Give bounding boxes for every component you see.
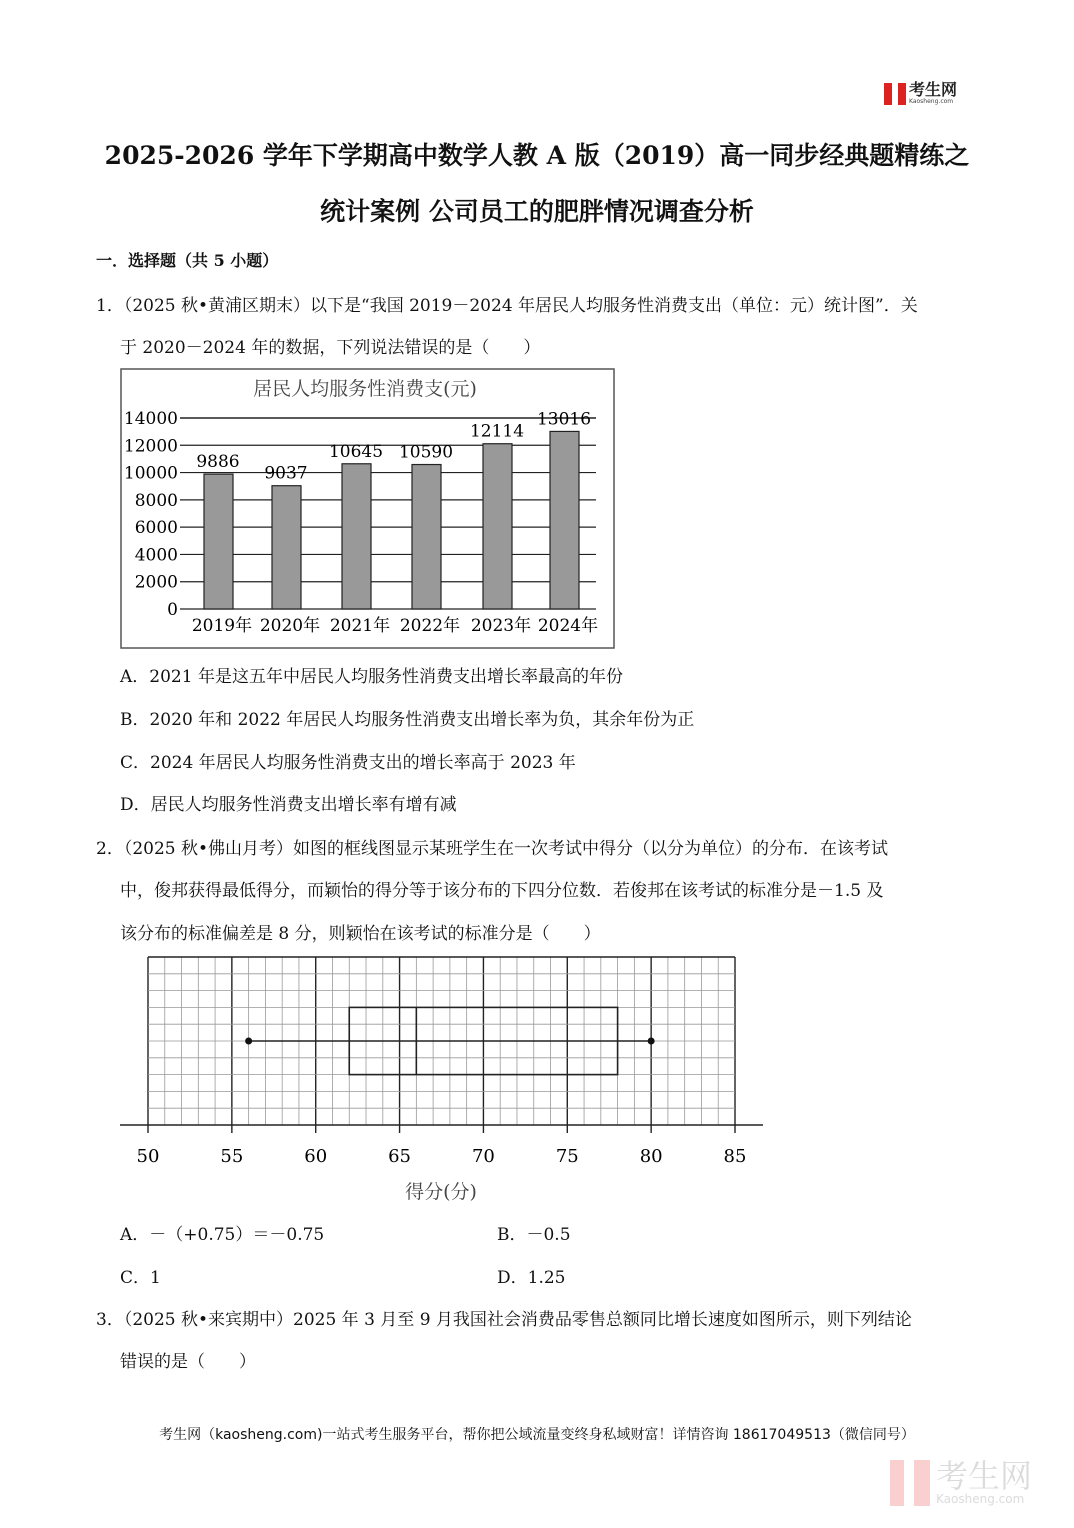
x-tick-label: 75 bbox=[555, 1146, 579, 1167]
watermark-text: 考生网 bbox=[936, 1457, 1033, 1495]
q1-option-a: A．2021 年是这五年中居民人均服务性消费支出增长率最高的年份 bbox=[120, 667, 623, 687]
bar bbox=[204, 474, 233, 609]
kaosheng-logo bbox=[884, 82, 957, 105]
title-line-2: 统计案例 公司员工的肥胖情况调查分析 bbox=[320, 197, 754, 226]
logo-text: 考生网 bbox=[909, 80, 958, 99]
x-tick-label: 2021年 bbox=[329, 616, 391, 636]
x-tick-label: 2019年 bbox=[191, 616, 253, 636]
x-tick-label: 2023年 bbox=[470, 616, 532, 636]
y-tick-label: 0 bbox=[167, 600, 178, 620]
x-tick-label: 70 bbox=[471, 1146, 495, 1167]
q2-option-d: D．1.25 bbox=[497, 1268, 566, 1288]
data-label: 10645 bbox=[328, 441, 384, 462]
q1-option-c: C．2024 年居民人均服务性消费支出的增长率高于 2023 年 bbox=[120, 753, 576, 773]
x-axis-label: 得分(分) bbox=[405, 1181, 477, 1203]
y-tick-label: 8000 bbox=[134, 490, 178, 511]
data-label: 13016 bbox=[536, 409, 592, 430]
section-heading: 一．选择题（共 5 小题） bbox=[96, 251, 279, 270]
q3-text-1: 3．（2025 秋•来宾期中）2025 年 3 月至 9 月我国社会消费品零售总额同比增长速度如图所示，则下列结论 bbox=[96, 1310, 912, 1330]
x-tick-label: 80 bbox=[639, 1146, 663, 1167]
data-label: 9037 bbox=[264, 463, 308, 484]
x-tick-label: 65 bbox=[388, 1146, 412, 1167]
bar bbox=[550, 431, 579, 609]
x-tick-label: 50 bbox=[136, 1146, 160, 1167]
q2-option-c: C．1 bbox=[120, 1268, 161, 1288]
q2-option-a: A．－（+0.75）＝－0.75 bbox=[120, 1225, 325, 1245]
y-tick-label: 4000 bbox=[134, 545, 178, 566]
watermark-sub: Kaosheng.com bbox=[936, 1492, 1025, 1506]
bar bbox=[342, 464, 371, 609]
q3-text-2: 错误的是（ ） bbox=[120, 1352, 256, 1372]
watermark-icon bbox=[890, 1460, 930, 1506]
kaosheng-watermark bbox=[890, 1457, 1033, 1506]
max-point bbox=[648, 1038, 655, 1045]
q2-text-3: 该分布的标准偏差是 8 分，则颖怡在该考试的标准分是（ ） bbox=[120, 924, 601, 944]
y-tick-label: 12000 bbox=[123, 436, 178, 457]
x-tick-label: 85 bbox=[723, 1146, 747, 1167]
q1-text-1: 1．（2025 秋•黄浦区期末）以下是“我国 2019－2024 年居民人均服务性消费支出（单位：元）统计图”．关 bbox=[96, 296, 918, 316]
q2-text-2: 中，俊邦获得最低得分，而颖怡的得分等于该分布的下四分位数．若俊邦在该考试的标准分是－1.5 及 bbox=[120, 881, 884, 901]
bar bbox=[412, 465, 441, 609]
q1-option-d: D．居民人均服务性消费支出增长率有增有减 bbox=[120, 795, 457, 815]
box-plot bbox=[118, 950, 768, 1210]
y-tick-label: 10000 bbox=[123, 463, 178, 484]
q1-text-2: 于 2020－2024 年的数据，下列说法错误的是（ ） bbox=[120, 338, 541, 358]
q2-text-1: 2．（2025 秋•佛山月考）如图的框线图显示某班学生在一次考试中得分（以分为单位）的分布．在该考试 bbox=[96, 839, 889, 859]
x-tick-label: 2024年 bbox=[537, 616, 599, 636]
chart-title: 居民人均服务性消费支(元) bbox=[253, 378, 477, 400]
bar bbox=[272, 486, 301, 609]
x-tick-label: 55 bbox=[220, 1146, 244, 1167]
x-tick-label: 60 bbox=[304, 1146, 328, 1167]
y-tick-label: 6000 bbox=[134, 518, 178, 539]
x-tick-label: 2022年 bbox=[399, 616, 461, 636]
logo-icon bbox=[884, 83, 906, 105]
data-label: 9886 bbox=[196, 452, 240, 473]
footer-text: 考生网（kaosheng.com)一站式考生服务平台，帮你把公域流量变终身私域财富！详情咨询 18617049513（微信同号） bbox=[159, 1427, 915, 1443]
y-tick-label: 14000 bbox=[123, 409, 178, 429]
q1-option-b: B．2020 年和 2022 年居民人均服务性消费支出增长率为负，其余年份为正 bbox=[120, 710, 695, 730]
data-label: 12114 bbox=[469, 421, 525, 442]
bar bbox=[483, 444, 512, 609]
x-tick-label: 2020年 bbox=[259, 616, 321, 636]
q2-option-b: B．－0.5 bbox=[497, 1225, 571, 1245]
min-point bbox=[245, 1038, 252, 1045]
data-label: 10590 bbox=[398, 442, 454, 463]
title-line-1: 2025-2026 学年下学期高中数学人教 A 版（2019）高一同步经典题精练之 bbox=[104, 141, 970, 170]
logo-sub: Kaosheng.com bbox=[909, 98, 954, 105]
bar-chart bbox=[120, 368, 615, 649]
y-tick-label: 2000 bbox=[134, 572, 178, 593]
